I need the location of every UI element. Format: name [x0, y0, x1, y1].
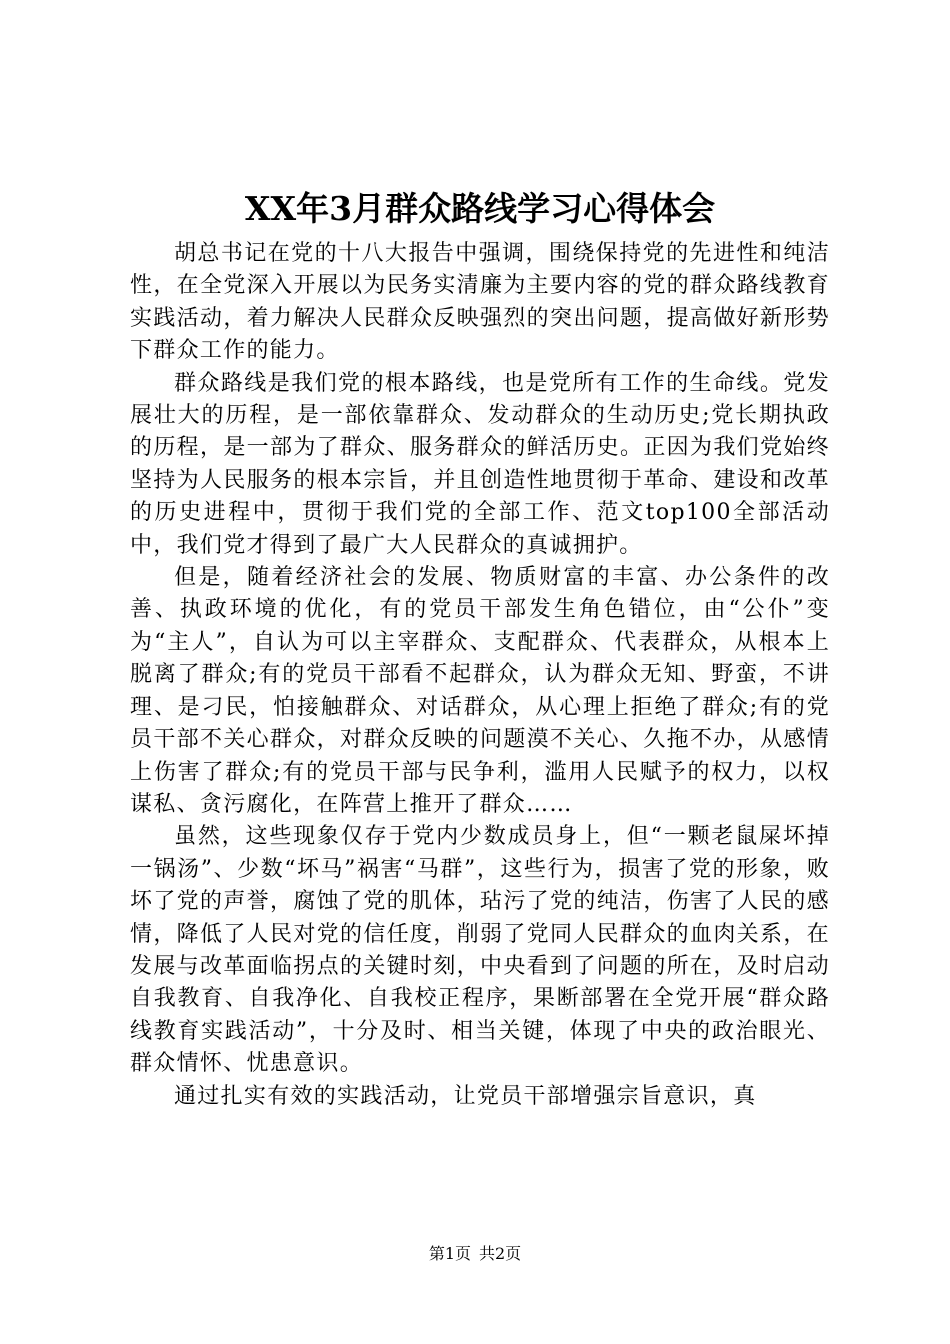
paragraph-1: 胡总书记在党的十八大报告中强调，围绕保持党的先进性和纯洁性，在全党深入开展以为民务实清廉为主要内容的党的群众路线教育实践活动，着力解决人民群众反映强烈的突出问题，提高做好新形势下群众工作的能力。 [130, 241, 830, 364]
paragraph-4: 虽然，这些现象仅存于党内少数成员身上，但“一颗老鼠屎坏掉一锅汤”、少数“坏马”祸害“马群”，这些行为，损害了党的形象，败坏了党的声誉，腐蚀了党的肌体，玷污了党的纯洁，伤害了人民的感情，降低了人民对党的信任度，削弱了党同人民群众的血肉关系，在发展与改革面临拐点的关键时刻，中央看到了问题的所在，及时启动自我教育、自我净化、自我校正程序，果断部署在全党开展“群众路线教育实践活动”，十分及时、相当关键，体现了中央的政治眼光、群众情怀、忧患意识。 [130, 824, 830, 1077]
paragraph-2: 群众路线是我们党的根本路线，也是党所有工作的生命线。党发展壮大的历程，是一部依靠群众、发动群众的生动历史;党长期执政的历程，是一部为了群众、服务群众的鲜活历史。正因为我们党始终坚持为人民服务的根本宗旨，并且创造性地贯彻于革命、建设和改革的历史进程中，贯彻于我们党的全部工作、范文top100全部活动中，我们党才得到了最广大人民群众的真诚拥护。 [130, 370, 830, 558]
document-body [130, 238, 830, 1113]
paragraph-3: 但是，随着经济社会的发展、物质财富的丰富、办公条件的改善、执政环境的优化，有的党员干部发生角色错位，由“公仆”变为“主人”，自认为可以主宰群众、支配群众、代表群众，从根本上脱离了群众;有的党员干部看不起群众，认为群众无知、野蛮，不讲理、是刁民，怕接触群众、对话群众，从心理上拒绝了群众;有的党员干部不关心群众，对群众反映的问题漠不关心、久拖不办，从感情上伤害了群众;有的党员干部与民争利，滥用人民赋予的权力，以权谋私、贪污腐化，在阵营上推开了群众…… [130, 565, 830, 817]
paragraph-5: 通过扎实有效的实践活动，让党员干部增强宗旨意识，真 [174, 1083, 757, 1109]
page-number-current: 第1页 [428, 1244, 471, 1263]
document-title: XX年3月群众路线学习心得体会 [244, 189, 716, 228]
page-footer [0, 1244, 950, 1264]
page-number-total: 共2页 [479, 1244, 522, 1263]
